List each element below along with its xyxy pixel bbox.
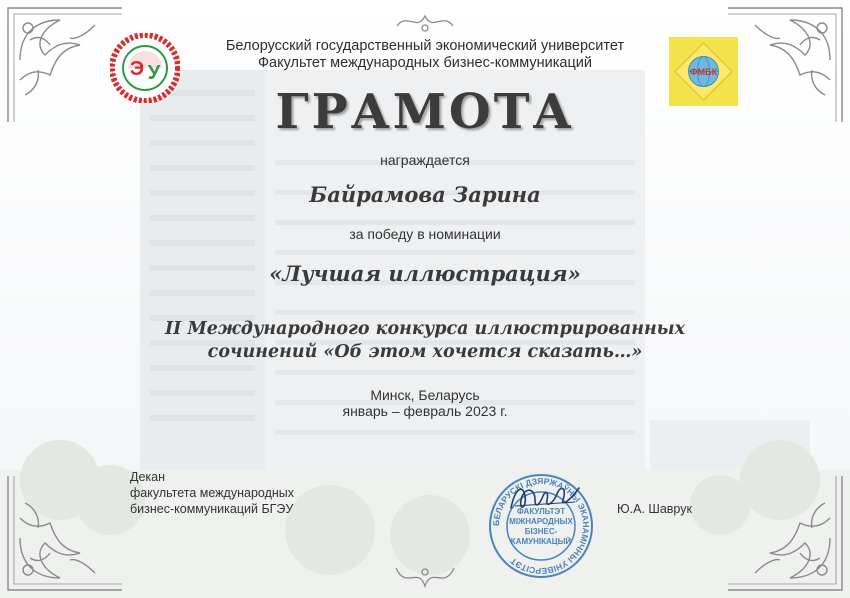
awarded-label: награждается — [380, 152, 470, 168]
stamp-center-line-2: МІЖНАРОДНЫХ — [509, 517, 573, 526]
signatory-position-line-3: бизнес-коммуникаций БГЭУ — [130, 502, 294, 516]
contest-name-line-1: II Международного конкурса иллюстрированных — [164, 319, 686, 339]
signatory-name: Ю.А. Шаврук — [617, 502, 692, 516]
top-center-ornament — [395, 8, 455, 38]
signatory-position-line-2: факультета международных — [130, 486, 295, 500]
contest-name-line-2: сочинений «Об этом хочется сказать…» — [207, 342, 643, 362]
stamp-center-line-3: БІЗНЕС- — [524, 527, 558, 536]
dates: январь – февраль 2023 г. — [342, 403, 508, 419]
signatory-position-line-1: Декан — [130, 470, 166, 484]
place: Минск, Беларусь — [370, 387, 480, 403]
corner-ornament-bottom-left — [0, 468, 130, 598]
stamp-center-line-1: ФАКУЛЬТЭТ — [516, 507, 566, 516]
stamp-center-line-4: КАМУНІКАЦЫЙ — [510, 537, 572, 546]
university-name: Белорусский государственный экономический университет — [225, 38, 625, 54]
faculty-logo-text: ФМБК — [689, 67, 718, 77]
logo-letter-e: Э — [129, 58, 145, 80]
university-logo — [110, 33, 180, 103]
corner-ornament-bottom-right — [720, 468, 850, 598]
for-win-label: за победу в номинации — [349, 226, 501, 242]
certificate-title: ГРАМОТА — [275, 84, 575, 140]
nomination-title: «Лучшая иллюстрация» — [269, 261, 581, 286]
corner-ornament-top-right — [720, 0, 850, 130]
recipient-name: Байрамова Зарина — [309, 182, 541, 207]
logo-letter-u: У — [147, 62, 161, 84]
faculty-name: Факультет международных бизнес-коммуникаций — [258, 55, 592, 71]
faculty-logo — [669, 37, 738, 106]
bottom-center-ornament — [392, 560, 458, 594]
signature — [505, 478, 585, 518]
stamp-ring-text: БЕЛАРУСКІ ДЗЯРЖАЎНЫ ЭКАНАМІЧНЫ УНІВЕРСІТЭТ — [490, 475, 592, 577]
